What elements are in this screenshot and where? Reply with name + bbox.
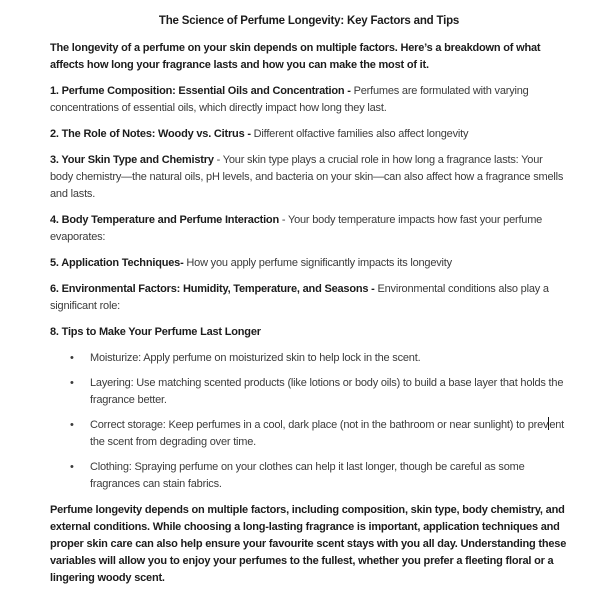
tips-heading[interactable]: 8. Tips to Make Your Perfume Last Longer <box>50 326 261 338</box>
list-item-text: Moisturize: Apply perfume on moisturized skin to help lock in the scent. <box>90 352 421 364</box>
list-item-moisturize[interactable] <box>50 350 568 367</box>
section-heading: 5. Application Techniques- <box>50 257 184 269</box>
section-paragraph-4[interactable] <box>50 212 568 246</box>
section-heading: 3. Your Skin Type and Chemistry <box>50 154 214 166</box>
list-item-text: Clothing: Spraying perfume on your clothes can help it last longer, though be careful as some fragrances can stain fabrics. <box>90 461 525 490</box>
section-text: Environmental conditions also play a significant role: <box>50 283 549 312</box>
section-text: Perfumes are formulated with varying concentrations of essential oils, which directly impact how long they last. <box>50 85 529 114</box>
list-item-layering[interactable] <box>50 375 568 409</box>
section-paragraph-6[interactable] <box>50 281 568 315</box>
section-heading: 2. The Role of Notes: Woody vs. Citrus - <box>50 128 251 140</box>
conclusion-paragraph[interactable]: Perfume longevity depends on multiple factors, including composition, skin type, body chemistry, and external conditions. While choosing a long-lasting fragrance is important, application techniques and proper skin care can also help ensure your favourite scent stays with you all day. Understanding these variables will allow you to enjoy your perfumes to the fullest, whether you prefer a fleeting floral or a lingering woody scent. <box>50 504 567 584</box>
list-item-text: ent the scent from degrading over time. <box>90 419 565 448</box>
section-text: How you apply perfume significantly impacts its longevity <box>183 257 452 269</box>
list-item-text: Correct storage: Keep perfumes in a cool, dark place (not in the bathroom or near sunlight) to prev <box>90 419 549 431</box>
list-item-correct-storage[interactable] <box>50 417 568 451</box>
section-heading: 1. Perfume Composition: Essential Oils and Concentration - <box>50 85 351 97</box>
document-title[interactable]: The Science of Perfume Longevity: Key Factors and Tips <box>158 15 460 27</box>
section-paragraph-3[interactable] <box>50 152 568 203</box>
section-text: Different olfactive families also affect longevity <box>250 128 469 140</box>
list-item-clothing[interactable] <box>50 459 568 493</box>
intro-paragraph[interactable]: The longevity of a perfume on your skin depends on multiple factors. Here’s a breakdown of what affects how long your fragrance lasts and how you can make the most of it. <box>50 42 541 71</box>
section-paragraph-5[interactable] <box>50 255 568 272</box>
section-heading: 4. Body Temperature and Perfume Interaction <box>50 214 279 226</box>
list-item-text: Layering: Use matching scented products (like lotions or body oils) to build a base layer that holds the fragrance better. <box>90 377 564 406</box>
section-heading: 6. Environmental Factors: Humidity, Temperature, and Seasons - <box>50 283 375 295</box>
section-paragraph-2[interactable] <box>50 126 568 143</box>
section-paragraph-1[interactable] <box>50 83 568 117</box>
tips-list <box>50 350 568 493</box>
section-text: - Your skin type plays a crucial role in how long a fragrance lasts: Your body chemistry—the natural oils, pH levels, and bacteria on your skin—can also affect how a fragrance smells and lasts. <box>50 154 564 200</box>
section-text: - Your body temperature impacts how fast your perfume evaporates: <box>50 214 543 243</box>
